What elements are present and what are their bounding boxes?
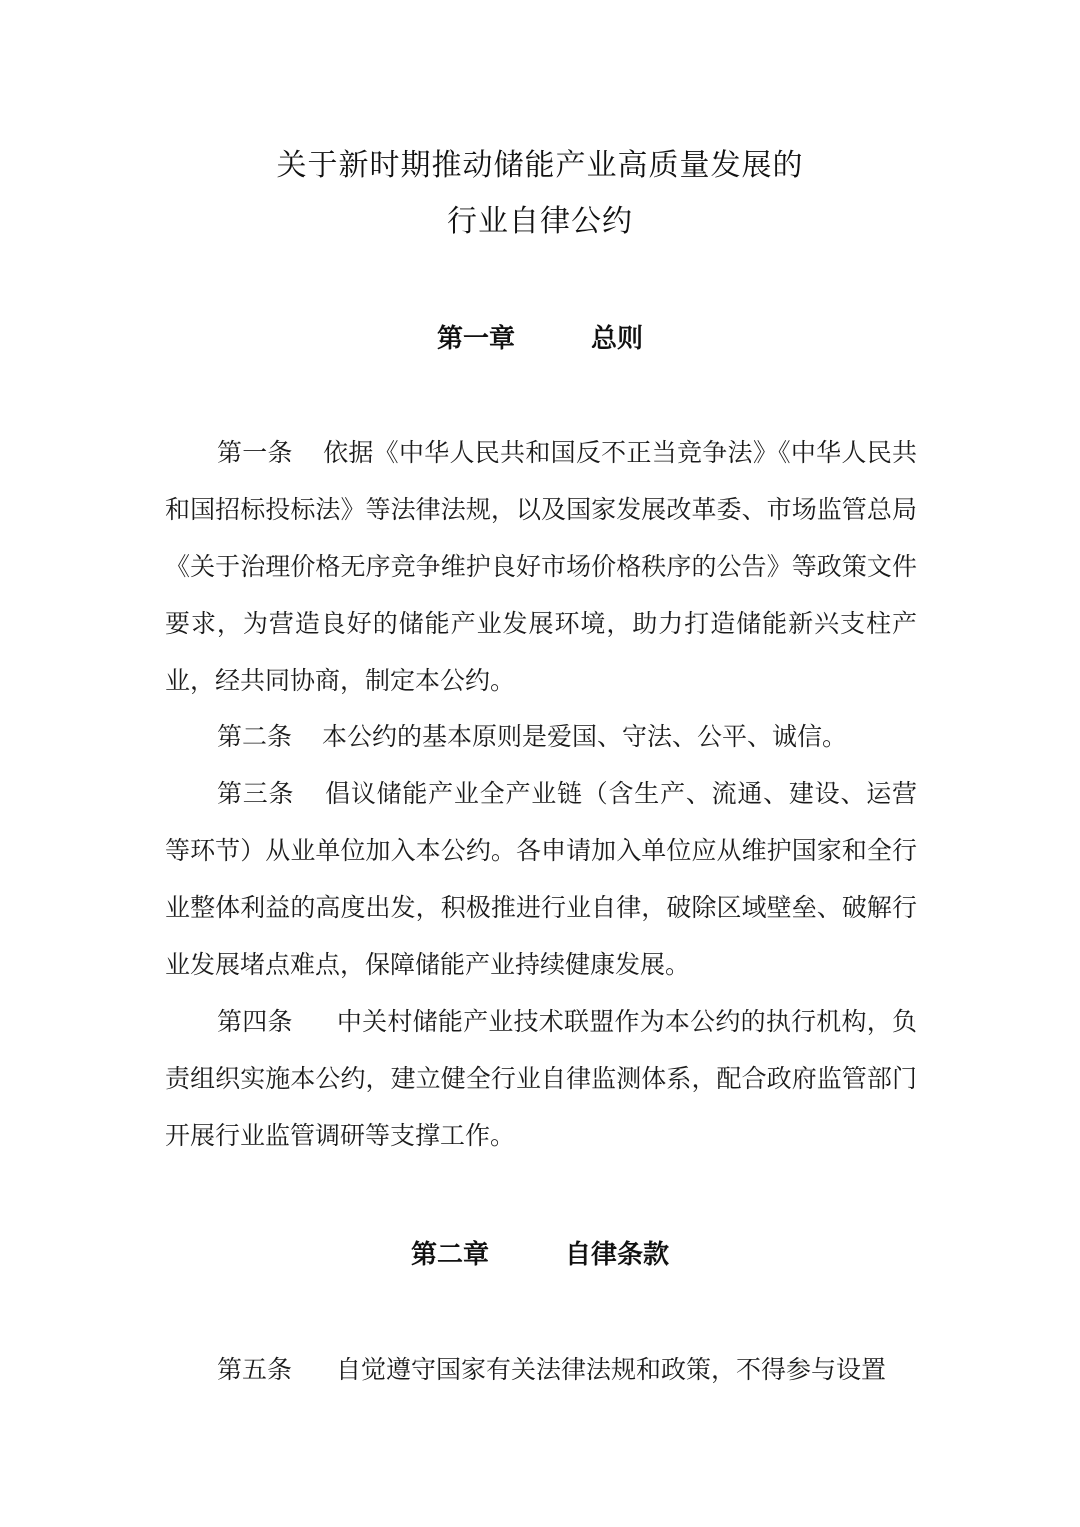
article-4-number: 第四条	[217, 1007, 293, 1036]
article-3-text: 倡议储能产业全产业链（含生产、流通、建设、运营等环节）从业单位加入本公约。各申请加入单位应从维护国家和全行业整体利益的高度出发，积极推进行业自律，破除区域壁垒、破解行业发展堵点难点，保障储能产业持续健康发展。	[165, 779, 917, 979]
article-2-text: 本公约的基本原则是爱国、守法、公平、诚信。	[322, 722, 848, 751]
article-5-text: 自觉遵守国家有关法律法规和政策，不得参与设置	[336, 1355, 887, 1384]
chapter-1-heading	[0, 318, 1080, 355]
article-5	[165, 1341, 917, 1398]
article-5-number: 第五条	[217, 1355, 293, 1384]
article-2-number: 第二条	[217, 722, 293, 751]
article-2	[165, 708, 917, 765]
chapter-1-title: 总则	[591, 324, 644, 354]
article-1-number: 第一条	[217, 438, 293, 467]
article-3	[165, 765, 917, 993]
article-1-text: 依据《中华人民共和国反不正当竞争法》《中华人民共和国招标投标法》等法律法规，以及国家发展改革委、市场监管总局《关于治理价格无序竞争维护良好市场价格秩序的公告》等政策文件要求，为营造良好的储能产业发展环境，助力打造储能新兴支柱产业，经共同协商，制定本公约。	[165, 438, 917, 695]
article-3-number: 第三条	[217, 779, 295, 808]
document-title-line-1: 关于新时期推动储能产业高质量发展的	[276, 148, 804, 183]
chapter-2-title: 自律条款	[565, 1240, 670, 1270]
article-1	[165, 424, 917, 709]
chapter-2-number: 第二章	[410, 1240, 489, 1270]
document-title-line-2: 行业自律公约	[447, 204, 633, 239]
article-4	[165, 993, 917, 1164]
article-4-text: 中关村储能产业技术联盟作为本公约的执行机构，负责组织实施本公约，建立健全行业自律监测体系，配合政府监管部门开展行业监管调研等支撑工作。	[165, 1007, 917, 1150]
chapter-1-number: 第一章	[436, 324, 515, 354]
chapter-2-heading	[0, 1234, 1080, 1271]
